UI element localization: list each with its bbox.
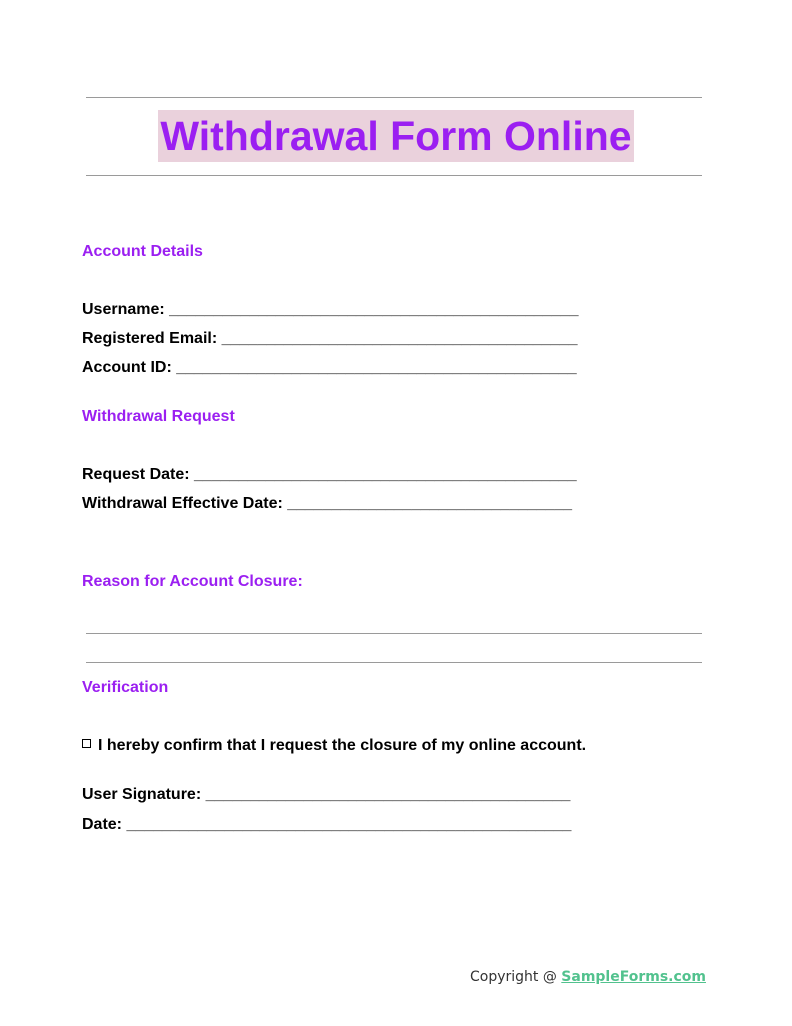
reason-line-2[interactable] (86, 662, 702, 663)
title-top-rule (86, 97, 702, 98)
date-field[interactable]: Date: __________________________________________________ (82, 816, 572, 833)
brand-link[interactable]: SampleForms.com (561, 969, 706, 985)
footer-copyright (470, 968, 706, 986)
user-signature-field[interactable]: User Signature: _________________________________________ (82, 786, 571, 803)
reason-line-1[interactable] (86, 633, 702, 634)
title-container (0, 110, 792, 162)
copyright-text: Copyright @ (469, 969, 562, 985)
section-withdrawal-request: Withdrawal Request (82, 408, 235, 425)
username-field[interactable]: Username: ______________________________________________ (82, 301, 579, 318)
page-title: Withdrawal Form Online (158, 110, 633, 162)
title-bottom-rule (86, 175, 702, 176)
section-account-details: Account Details (82, 243, 203, 260)
section-reason: Reason for Account Closure: (82, 573, 303, 590)
section-verification: Verification (82, 679, 169, 696)
withdrawal-effective-date-field[interactable]: Withdrawal Effective Date: ________________________________ (82, 495, 572, 512)
request-date-field[interactable]: Request Date: ___________________________________________ (82, 466, 577, 483)
account-id-field[interactable]: Account ID: _____________________________________________ (82, 359, 577, 376)
registered-email-field[interactable]: Registered Email: ________________________________________ (82, 330, 578, 347)
confirmation-text: I hereby confirm that I request the closure of my online account. (98, 737, 587, 754)
confirmation-checkbox[interactable] (82, 739, 91, 748)
confirmation-line (82, 736, 586, 756)
